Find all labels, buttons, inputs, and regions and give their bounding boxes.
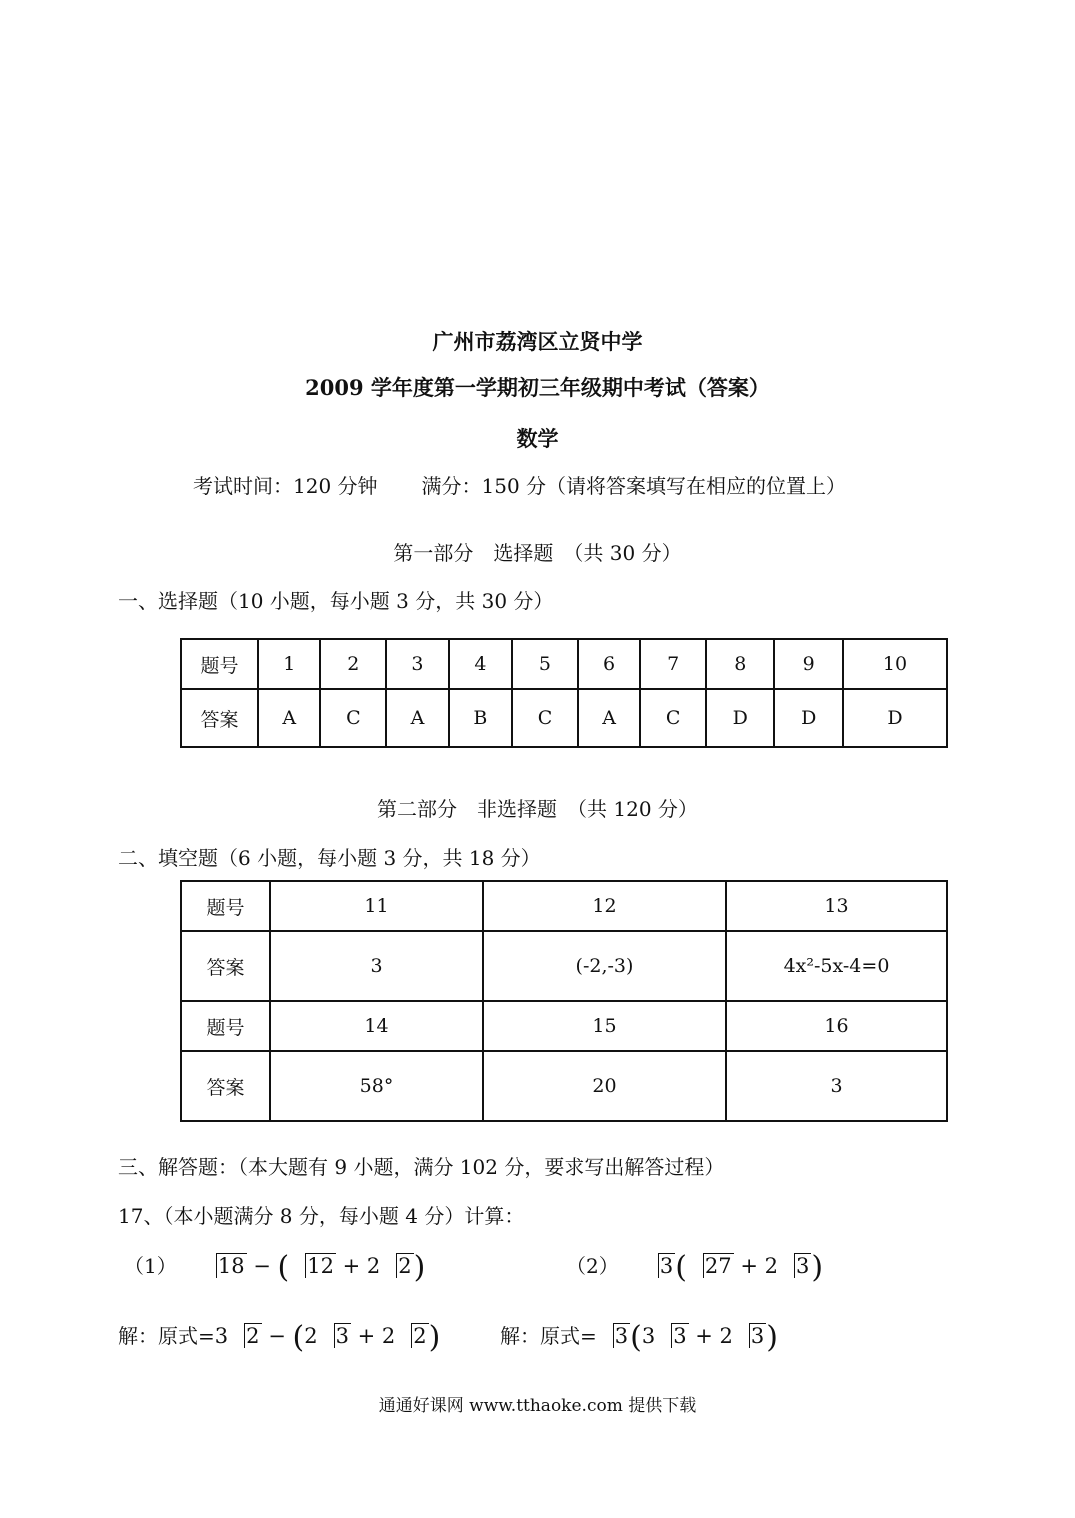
- mc-answer-cell: C: [640, 689, 706, 747]
- mc-number-cell: 10: [843, 639, 947, 689]
- exam-title: 2009 学年度第一学期初三年级期中考试（答案）: [305, 375, 770, 400]
- mc-number-cell: 1: [258, 639, 320, 689]
- q17-2-solution-expression: 3(3 3 + 2 3): [597, 1324, 778, 1348]
- fill-number-row: [181, 1001, 947, 1051]
- q17-part1: [124, 1250, 425, 1285]
- mc-answer-cell: B: [449, 689, 512, 747]
- subject-title: 数学: [516, 426, 559, 451]
- fill-answer-row: [181, 1051, 947, 1121]
- fill-number-cell: 15: [483, 1001, 726, 1051]
- mc-answer-cell: A: [386, 689, 448, 747]
- exam-info-line: [193, 470, 846, 499]
- fill-answer-cell: 3: [726, 1051, 947, 1121]
- fill-number-cell: 16: [726, 1001, 947, 1051]
- fill-answer-cell: (-2,-3): [483, 931, 726, 1001]
- mc-answer-cell: D: [843, 689, 947, 747]
- mc-answer-row: [181, 689, 947, 747]
- fill-number-cell: 12: [483, 881, 726, 931]
- question17-title: 17、（本小题满分 8 分，每小题 4 分）计算：: [118, 1204, 525, 1228]
- section1-title: 一、选择题（10 小题，每小题 3 分，共 30 分）: [118, 589, 554, 613]
- section2-title: 二、填空题（6 小题，每小题 3 分，共 18 分）: [118, 846, 541, 870]
- fill-answer-cell: 20: [483, 1051, 726, 1121]
- mc-number-cell: 7: [640, 639, 706, 689]
- q17-part2: [566, 1250, 823, 1285]
- mc-answer-cell: D: [706, 689, 774, 747]
- mc-number-cell: 6: [578, 639, 640, 689]
- fill-number-cell: 11: [270, 881, 483, 931]
- mc-number-cell: 4: [449, 639, 512, 689]
- q17-2-solution: [500, 1320, 778, 1355]
- section3-title: 三、解答题：（本大题有 9 小题，满分 102 分，要求写出解答过程）: [118, 1155, 725, 1179]
- mc-number-cell: 5: [512, 639, 578, 689]
- mc-number-cell: 8: [706, 639, 774, 689]
- solution-label: 解：原式=: [500, 1324, 597, 1348]
- fill-number-label: 题号: [181, 881, 270, 931]
- fill-number-label: 题号: [181, 1001, 270, 1051]
- mc-number-cell: 2: [320, 639, 386, 689]
- mc-number-row: [181, 639, 947, 689]
- mc-answer-cell: C: [320, 689, 386, 747]
- fill-answer-cell: 58°: [270, 1051, 483, 1121]
- q17-2-expression: 3( 27 + 2 3): [642, 1254, 823, 1278]
- mc-number-cell: 3: [386, 639, 448, 689]
- fill-number-cell: 13: [726, 881, 947, 931]
- part1-title: 第一部分 选择题 （共 30 分）: [393, 541, 682, 565]
- fill-answer-label: 答案: [181, 1051, 270, 1121]
- part2-title: 第二部分 非选择题 （共 120 分）: [377, 797, 698, 821]
- full-score: 满分：150 分（请将答案填写在相应的位置上）: [421, 474, 847, 498]
- q17-1-solution-expression: 3 2 − (2 3 + 2 2): [214, 1320, 441, 1355]
- fill-in-answer-table: [180, 880, 948, 1122]
- mc-answer-cell: A: [578, 689, 640, 747]
- fill-answer-cell: 4x²-5x-4=0: [726, 931, 947, 1001]
- mc-answer-cell: A: [258, 689, 320, 747]
- q17-1-label: （1）: [124, 1254, 177, 1278]
- mc-answer-cell: C: [512, 689, 578, 747]
- solution-label: 解：原式=: [118, 1324, 215, 1348]
- fill-number-row: [181, 881, 947, 931]
- q17-2-label: （2）: [566, 1254, 619, 1278]
- multiple-choice-answer-table: [180, 638, 948, 748]
- mc-number-label: 题号: [181, 639, 258, 689]
- exam-time: 考试时间：120 分钟: [193, 474, 378, 498]
- mc-answer-label: 答案: [181, 689, 258, 747]
- school-title: 广州市荔湾区立贤中学: [432, 329, 643, 354]
- fill-answer-label: 答案: [181, 931, 270, 1001]
- fill-answer-row: [181, 931, 947, 1001]
- q17-1-expression: 18 − ( 12 + 2 2): [200, 1254, 426, 1278]
- q17-1-solution: [118, 1320, 440, 1355]
- footer-text: 通通好课网 www.tthaoke.com 提供下载: [378, 1396, 697, 1416]
- fill-answer-cell: 3: [270, 931, 483, 1001]
- mc-number-cell: 9: [774, 639, 842, 689]
- fill-number-cell: 14: [270, 1001, 483, 1051]
- mc-answer-cell: D: [774, 689, 842, 747]
